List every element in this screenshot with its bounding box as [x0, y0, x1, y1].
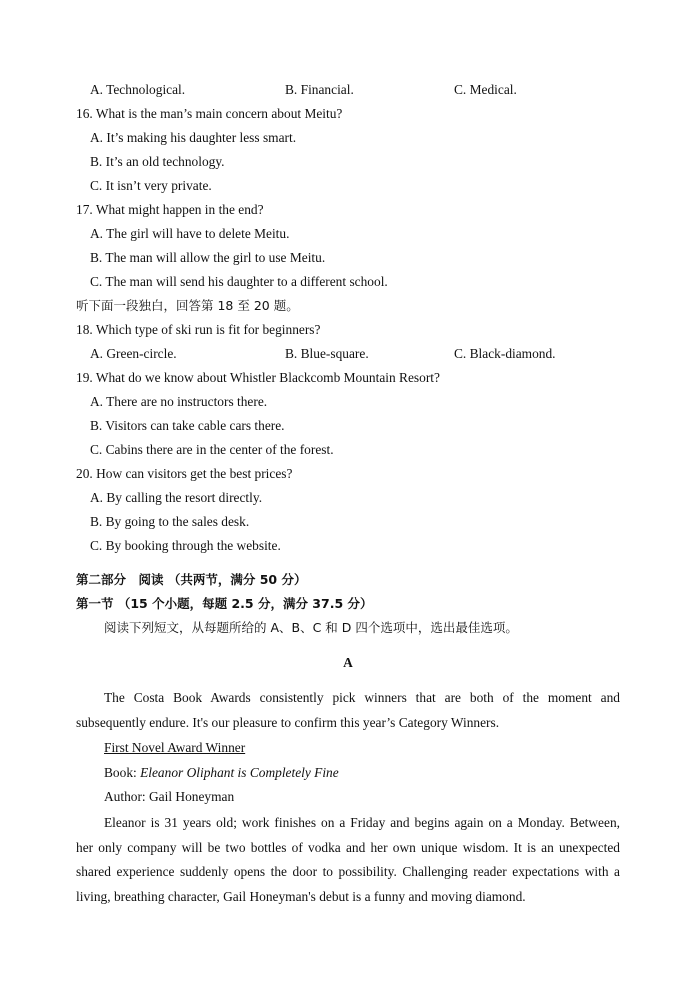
section1-heading: 第一节 （15 个小题，每题 2.5 分，满分 37.5 分）	[76, 596, 373, 611]
book-prefix: Book:	[104, 765, 141, 780]
body-line-4: living, breathing character, Gail Honeyman's debut is a funny and moving diamond.	[76, 889, 526, 904]
reading-instruction: 阅读下列短文，从每题所给的 A、B、C 和 D 四个选项中，选出最佳选项。	[104, 620, 518, 635]
q16-option-b: B. It’s an old technology.	[90, 154, 225, 169]
q19-option-a: A. There are no instructors there.	[90, 394, 268, 409]
q18-question: 18. Which type of ski run is fit for beginners?	[76, 322, 321, 337]
monologue-instruction: 听下面一段独白，回答第 18 至 20 题。	[76, 298, 299, 313]
body-line-2: her only company will be two bottles of vodka and her own unique wisdom. It is an unexpected	[76, 840, 620, 855]
q20-option-c: C. By booking through the website.	[90, 538, 281, 553]
q19-question: 19. What do we know about Whistler Blackcomb Mountain Resort?	[76, 370, 440, 385]
q15-option-c: C. Medical.	[454, 82, 517, 97]
intro-line-2: subsequently endure. It's our pleasure to confirm this year’s Category Winners.	[76, 715, 500, 730]
book-line	[104, 765, 339, 781]
q18-option-b: B. Blue-square.	[285, 346, 369, 361]
q20-question: 20. How can visitors get the best prices?	[76, 466, 293, 481]
q18-option-a: A. Green-circle.	[90, 346, 177, 361]
q17-option-b: B. The man will allow the girl to use Meitu.	[90, 250, 326, 265]
part2-heading: 第二部分 阅读 （共两节，满分 50 分）	[76, 572, 307, 587]
q16-question: 16. What is the man’s main concern about Meitu?	[76, 106, 343, 121]
q20-option-a: A. By calling the resort directly.	[90, 490, 263, 505]
passage-label: A	[343, 655, 353, 670]
q15-option-b: B. Financial.	[285, 82, 354, 97]
q15-option-a: A. Technological.	[90, 82, 186, 97]
q16-option-a: A. It’s making his daughter less smart.	[90, 130, 297, 145]
book-title: Eleanor Oliphant is Completely Fine	[140, 765, 339, 780]
q19-option-b: B. Visitors can take cable cars there.	[90, 418, 285, 433]
body-line-1: Eleanor is 31 years old; work finishes on a Friday and begins again on a Monday. Between,	[104, 815, 620, 830]
author-line: Author: Gail Honeyman	[104, 789, 235, 804]
q20-option-b: B. By going to the sales desk.	[90, 514, 250, 529]
intro-line-1: The Costa Book Awards consistently pick winners that are both of the moment and	[104, 690, 620, 705]
q17-option-c: C. The man will send his daughter to a different school.	[90, 274, 388, 289]
q17-question: 17. What might happen in the end?	[76, 202, 264, 217]
q16-option-c: C. It isn’t very private.	[90, 178, 212, 193]
body-line-3: shared experience suddenly opens the door to possibility. Challenging reader expectations with a	[76, 864, 620, 879]
q18-option-c: C. Black-diamond.	[454, 346, 556, 361]
q19-option-c: C. Cabins there are in the center of the forest.	[90, 442, 334, 457]
award-title: First Novel Award Winner	[104, 740, 246, 755]
q17-option-a: A. The girl will have to delete Meitu.	[90, 226, 290, 241]
